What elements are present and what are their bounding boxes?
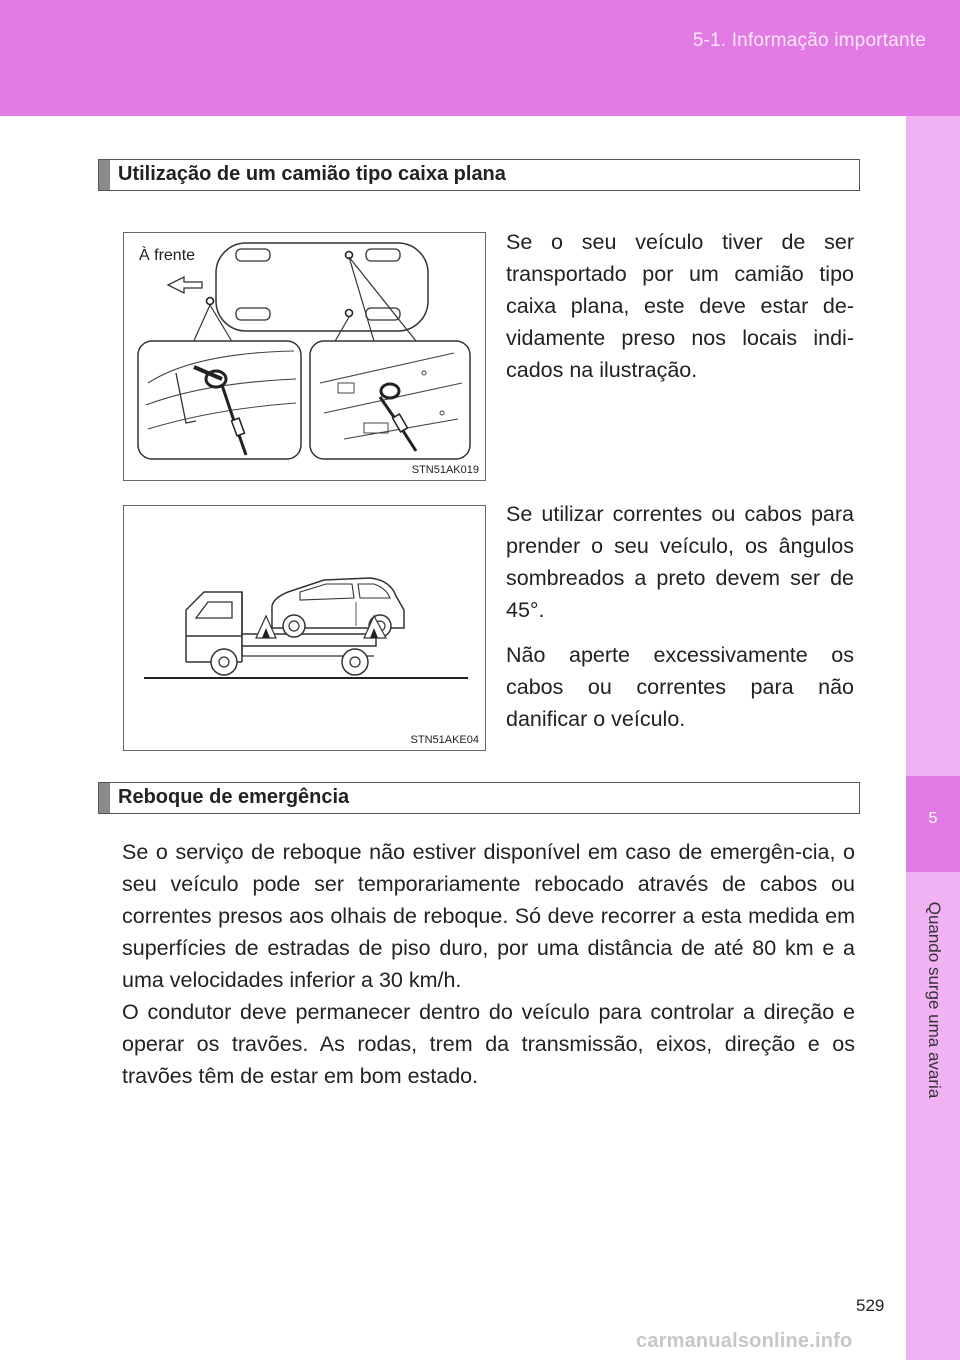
header-section-title: 5-1. Informação importante <box>692 30 926 51</box>
figure-flatbed-truck <box>123 505 486 751</box>
section-title-emergency-towing: Reboque de emergência <box>118 786 350 808</box>
figure-code: STN51AK019 <box>411 464 479 476</box>
figure-tie-down-points <box>123 232 486 481</box>
text-block-emergency-towing <box>122 836 855 1092</box>
flatbed-truck-illustration <box>124 506 485 750</box>
section-heading-emergency-towing <box>98 782 860 814</box>
paragraph: Se o serviço de reboque não estiver disponível em caso de emergên-cia, o seu veículo pode ser temporariamente rebocado através de cabos ou correntes presos aos olhais de reboque. Só deve recorrer a esta medida em superfícies de estradas de piso duro, por uma distância de até 80 km e a uma velocidades inferior a 30 km/h. <box>122 840 855 992</box>
paragraph: Se utilizar correntes ou cabos para prender o seu veículo, os ângulos sombreados a preto devem ser de 45°. <box>506 502 854 622</box>
paragraph: O condutor deve permanecer dentro do veículo para controlar a direção e operar os travões. As rodas, trem da transmissão, eixos, direção e os travões têm de estar em bom estado. <box>122 1000 855 1088</box>
watermark: carmanualsonline.info <box>636 1330 853 1352</box>
page-number: 529 <box>856 1296 885 1315</box>
chapter-title: Quando surge uma avaria <box>925 901 944 1099</box>
tie-down-illustration <box>124 233 485 480</box>
figure-code: STN51AKE04 <box>410 734 479 746</box>
paragraph: Não aperte excessivamente os cabos ou correntes para não danificar o veículo. <box>506 643 854 731</box>
section-heading-flatbed <box>98 159 860 191</box>
chapter-number: 5 <box>928 810 938 827</box>
section-title-flatbed: Utilização de um camião tipo caixa plana <box>118 163 506 185</box>
chapter-side-tab <box>906 116 960 1360</box>
text-block-chains <box>506 498 854 748</box>
page-header <box>0 0 960 116</box>
text-block-flatbed-intro <box>506 226 854 399</box>
paragraph: Se o seu veículo tiver de ser transportado por um camião tipo caixa plana, este deve estar de-vidamente preso nos locais indi-cados na ilustração. <box>506 230 854 382</box>
front-direction-label: À frente <box>139 247 196 264</box>
